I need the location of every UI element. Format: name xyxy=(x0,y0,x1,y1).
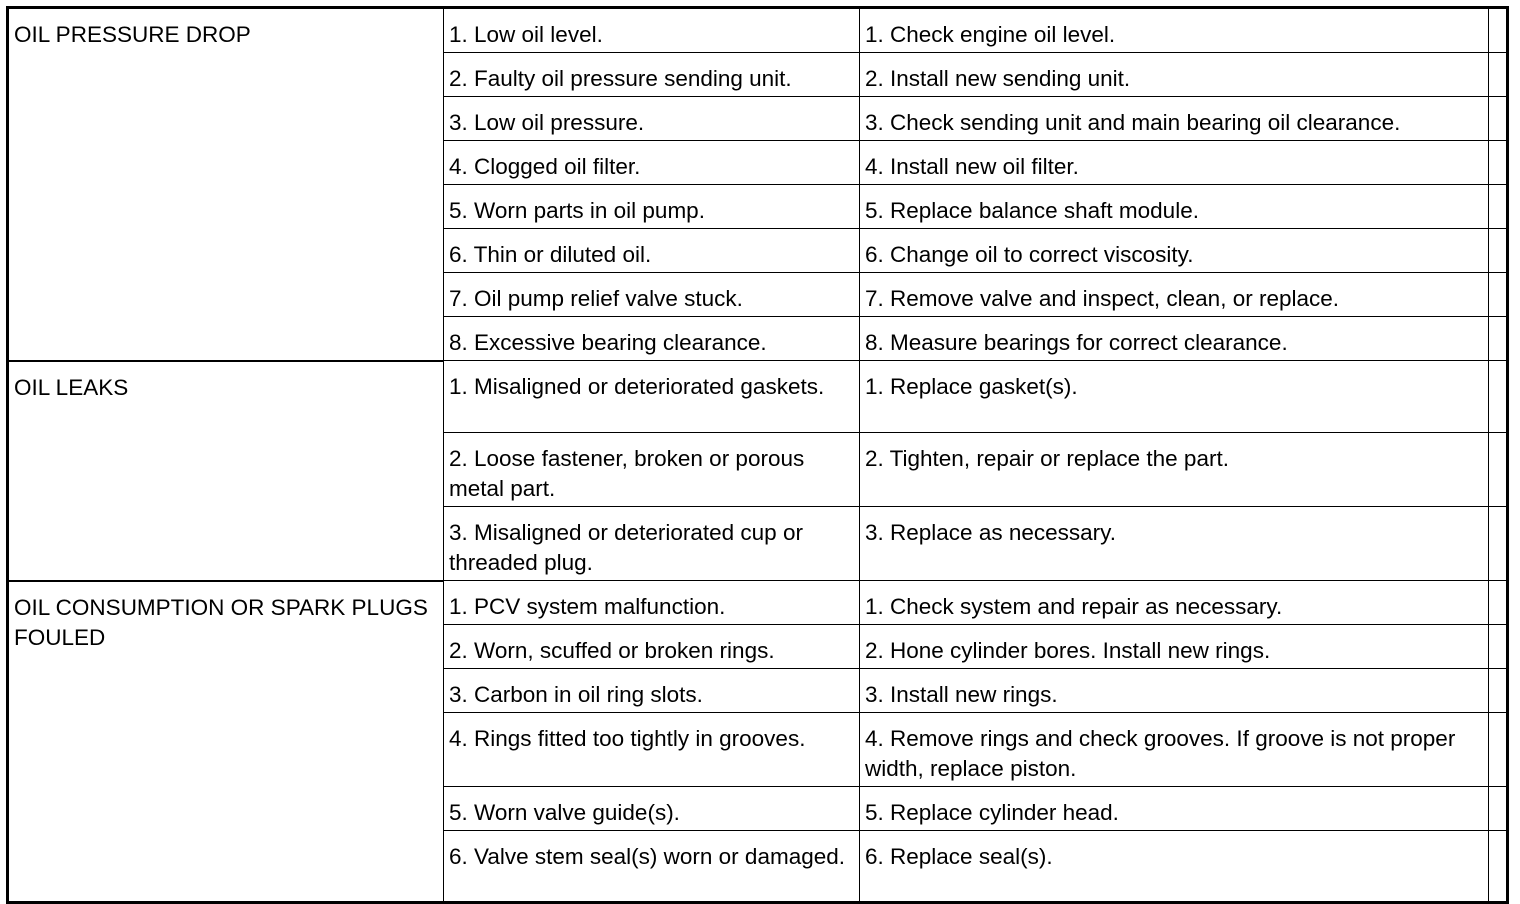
blank-cell xyxy=(1489,713,1508,787)
correction-cell: 1. Check engine oil level. xyxy=(860,8,1489,53)
blank-cell xyxy=(1489,141,1508,185)
blank-cell xyxy=(1489,831,1508,903)
table-row xyxy=(8,361,1508,433)
possible-cause-cell: 3. Misaligned or deteriorated cup or threaded plug. xyxy=(444,507,860,581)
blank-cell xyxy=(1489,581,1508,625)
condition-cell: OIL LEAKS xyxy=(8,361,444,581)
possible-cause-cell: 2. Faulty oil pressure sending unit. xyxy=(444,53,860,97)
blank-cell xyxy=(1489,97,1508,141)
correction-cell: 2. Install new sending unit. xyxy=(860,53,1489,97)
blank-cell xyxy=(1489,507,1508,581)
blank-cell xyxy=(1489,8,1508,53)
possible-cause-cell: 5. Worn valve guide(s). xyxy=(444,787,860,831)
table-row xyxy=(8,8,1508,53)
blank-cell xyxy=(1489,53,1508,97)
blank-cell xyxy=(1489,625,1508,669)
possible-cause-cell: 4. Rings fitted too tightly in grooves. xyxy=(444,713,860,787)
possible-cause-cell: 8. Excessive bearing clearance. xyxy=(444,317,860,361)
possible-cause-cell: 5. Worn parts in oil pump. xyxy=(444,185,860,229)
correction-cell: 2. Tighten, repair or replace the part. xyxy=(860,433,1489,507)
correction-cell: 3. Check sending unit and main bearing oil clearance. xyxy=(860,97,1489,141)
correction-cell: 4. Remove rings and check grooves. If groove is not proper width, replace piston. xyxy=(860,713,1489,787)
condition-cell: OIL CONSUMPTION OR SPARK PLUGS FOULED xyxy=(8,581,444,903)
blank-cell xyxy=(1489,229,1508,273)
troubleshooting-table xyxy=(6,6,1509,904)
correction-cell: 6. Replace seal(s). xyxy=(860,831,1489,903)
blank-cell xyxy=(1489,185,1508,229)
correction-cell: 1. Replace gasket(s). xyxy=(860,361,1489,433)
correction-cell: 3. Replace as necessary. xyxy=(860,507,1489,581)
possible-cause-cell: 3. Carbon in oil ring slots. xyxy=(444,669,860,713)
correction-cell: 5. Replace cylinder head. xyxy=(860,787,1489,831)
correction-cell: 1. Check system and repair as necessary. xyxy=(860,581,1489,625)
possible-cause-cell: 1. PCV system malfunction. xyxy=(444,581,860,625)
blank-cell xyxy=(1489,433,1508,507)
possible-cause-cell: 2. Loose fastener, broken or porous metal part. xyxy=(444,433,860,507)
possible-cause-cell: 6. Thin or diluted oil. xyxy=(444,229,860,273)
blank-cell xyxy=(1489,361,1508,433)
blank-cell xyxy=(1489,273,1508,317)
blank-cell xyxy=(1489,669,1508,713)
correction-cell: 2. Hone cylinder bores. Install new rings. xyxy=(860,625,1489,669)
correction-cell: 8. Measure bearings for correct clearance. xyxy=(860,317,1489,361)
condition-cell: OIL PRESSURE DROP xyxy=(8,8,444,361)
blank-cell xyxy=(1489,317,1508,361)
possible-cause-cell: 3. Low oil pressure. xyxy=(444,97,860,141)
possible-cause-cell: 4. Clogged oil filter. xyxy=(444,141,860,185)
possible-cause-cell: 7. Oil pump relief valve stuck. xyxy=(444,273,860,317)
correction-cell: 6. Change oil to correct viscosity. xyxy=(860,229,1489,273)
correction-cell: 3. Install new rings. xyxy=(860,669,1489,713)
correction-cell: 5. Replace balance shaft module. xyxy=(860,185,1489,229)
possible-cause-cell: 1. Low oil level. xyxy=(444,8,860,53)
correction-cell: 7. Remove valve and inspect, clean, or replace. xyxy=(860,273,1489,317)
possible-cause-cell: 6. Valve stem seal(s) worn or damaged. xyxy=(444,831,860,903)
possible-cause-cell: 2. Worn, scuffed or broken rings. xyxy=(444,625,860,669)
possible-cause-cell: 1. Misaligned or deteriorated gaskets. xyxy=(444,361,860,433)
blank-cell xyxy=(1489,787,1508,831)
table-body xyxy=(8,8,1508,903)
table-row xyxy=(8,581,1508,625)
correction-cell: 4. Install new oil filter. xyxy=(860,141,1489,185)
